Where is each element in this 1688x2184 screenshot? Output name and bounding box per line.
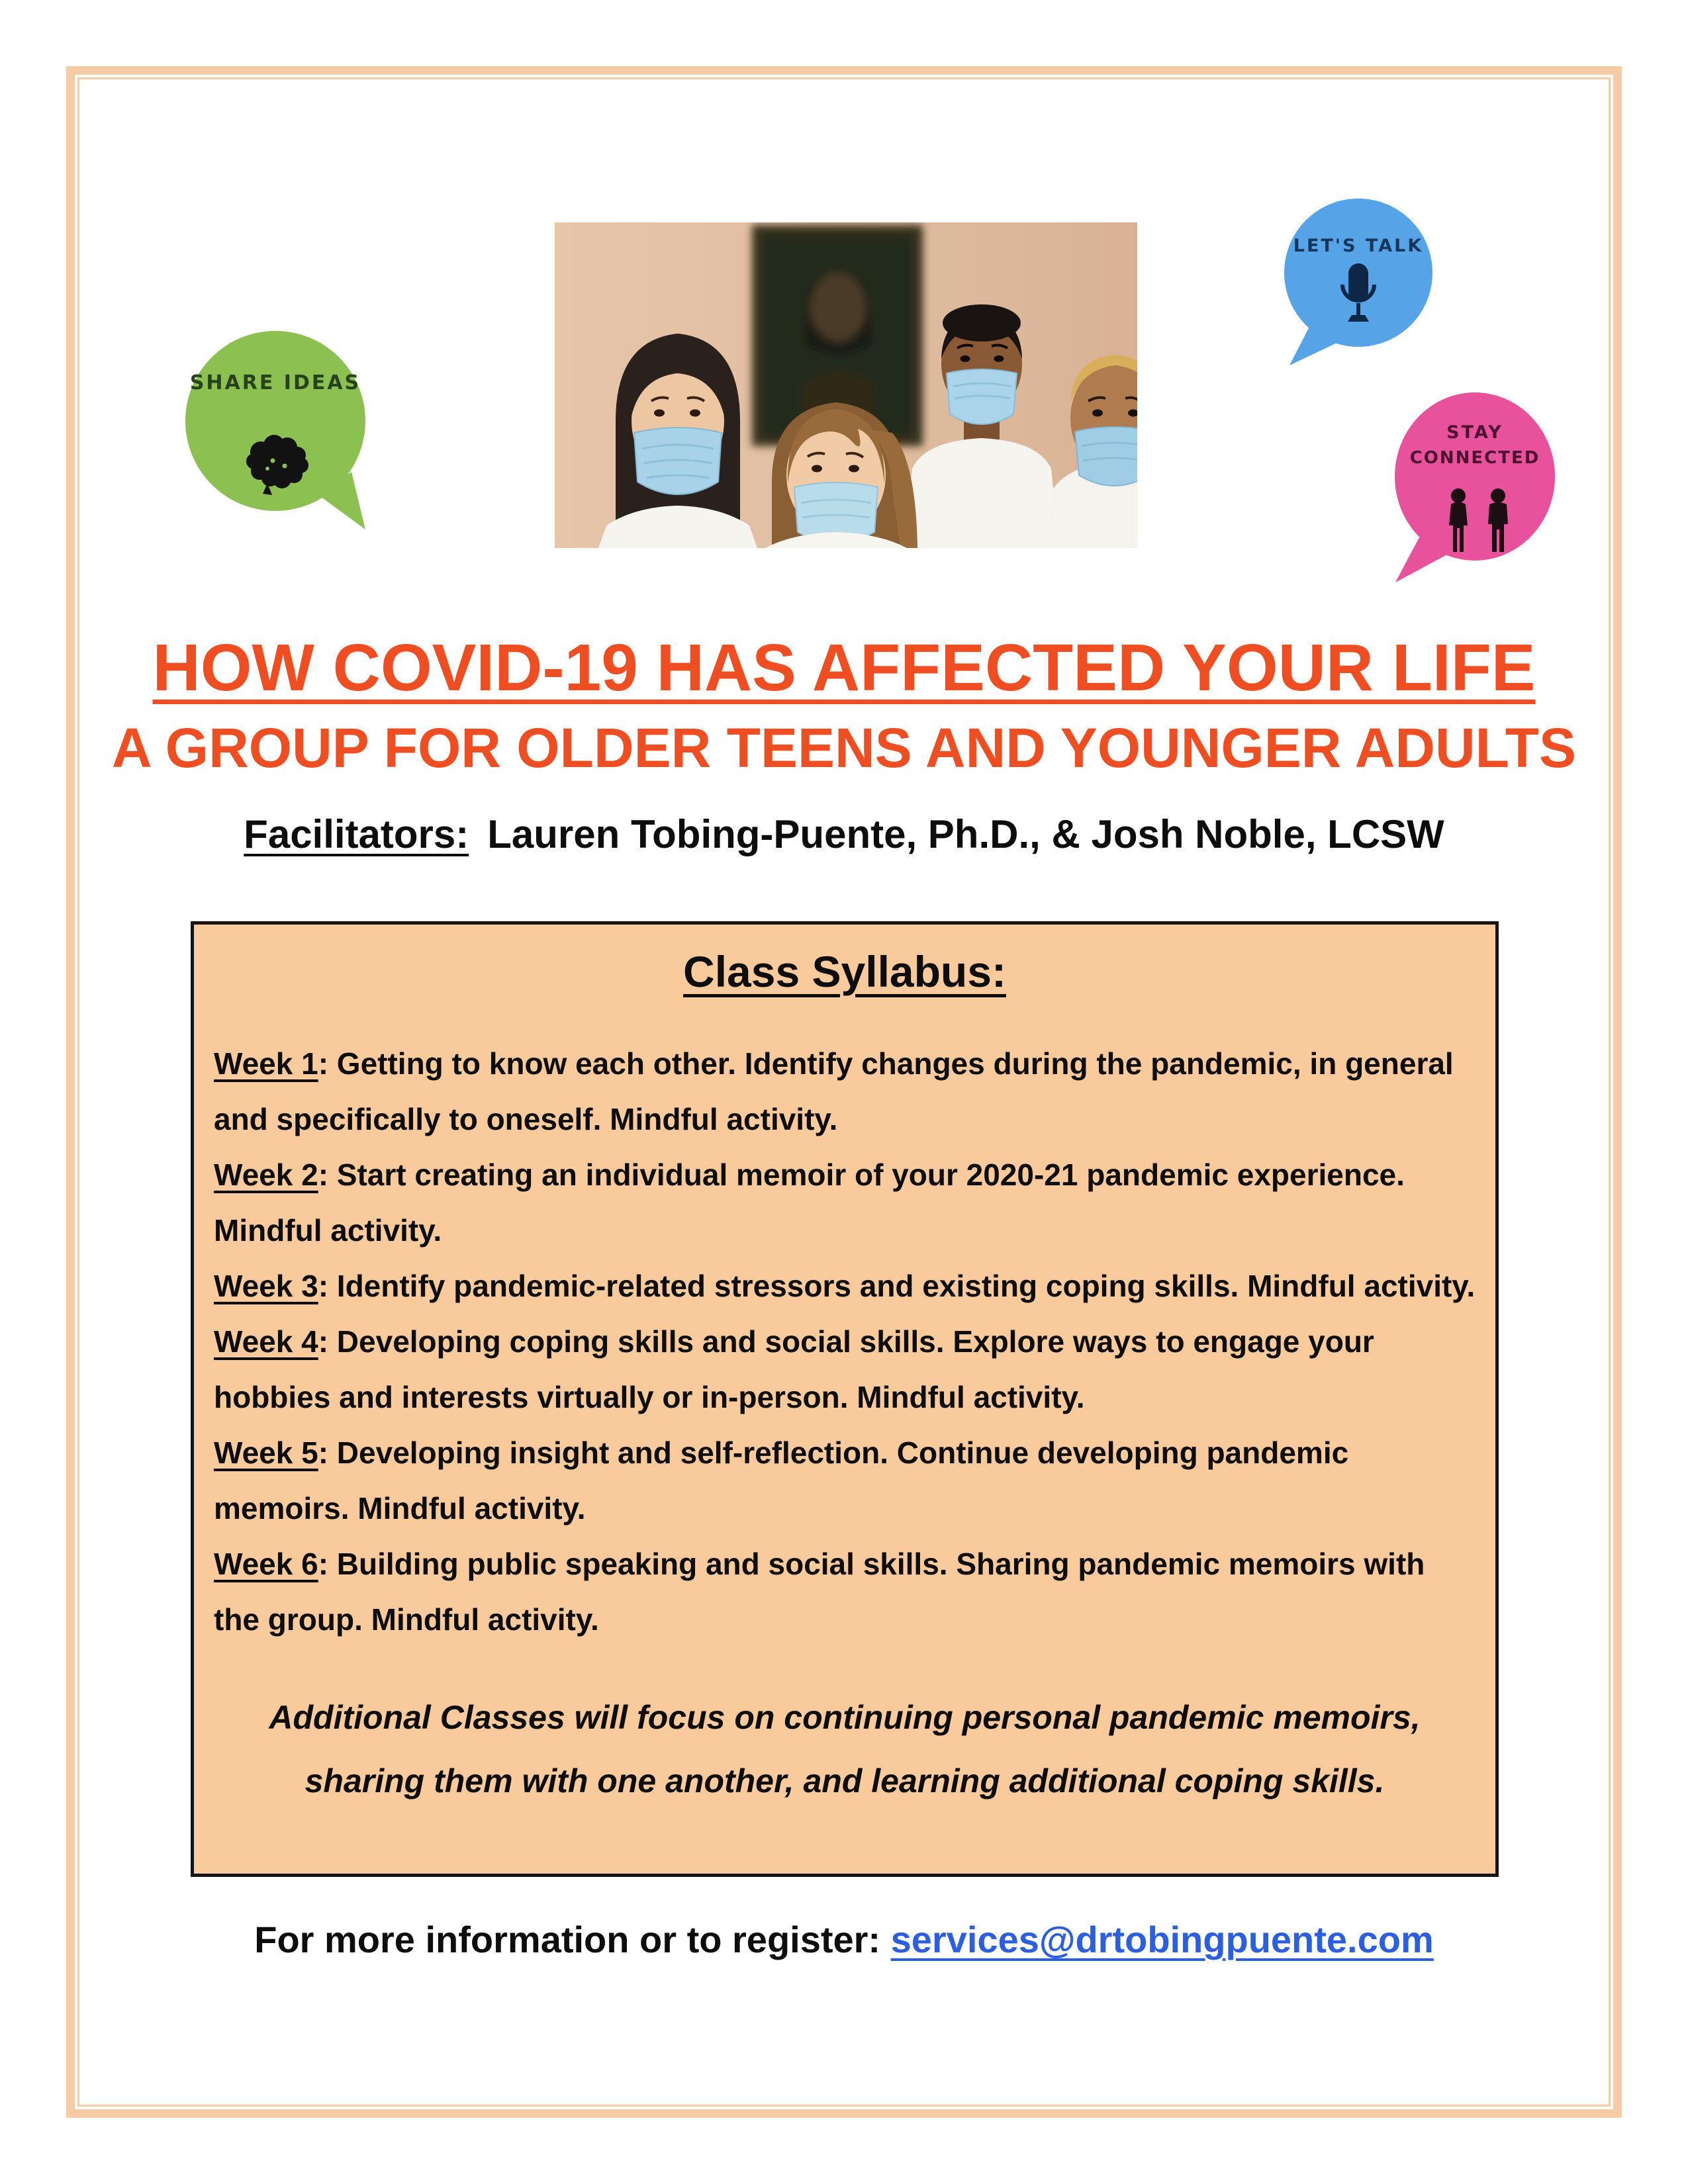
week-6-item: Week 6: Building public speaking and social skills. Sharing pandemic memoirs with the group. Mindful activity. xyxy=(214,1546,1425,1637)
footer-line xyxy=(0,1918,1688,1961)
week-1-item: Week 1: Getting to know each other. Identify changes during the pandemic, in general and specifically to oneself. Mindful activity. xyxy=(214,1046,1454,1136)
group-masked-photo xyxy=(555,222,1137,548)
week-5-item: Week 5: Developing insight and self-reflection. Continue developing pandemic memoirs. Mindful activity. xyxy=(214,1435,1349,1525)
syllabus-weeks xyxy=(214,1036,1476,1647)
week-2-item: Week 2: Start creating an individual memoir of your 2020-21 pandemic experience. Mindful activity. xyxy=(214,1157,1405,1248)
page-title: HOW COVID-19 HAS AFFECTED YOUR LIFE xyxy=(152,631,1536,705)
syllabus-heading: Class Syllabus: xyxy=(683,947,1006,996)
stay-connected-label-line1: STAY xyxy=(1446,422,1503,443)
week-3-item: Week 3: Identify pandemic-related stressors and existing coping skills. Mindful activity. xyxy=(214,1268,1476,1303)
page-subtitle: A GROUP FOR OLDER TEENS AND YOUNGER ADULTS xyxy=(111,717,1577,779)
lets-talk-bubble xyxy=(1282,197,1435,373)
facilitators-label: Facilitators: xyxy=(244,812,469,856)
register-email-link[interactable]: services@drtobingpuente.com xyxy=(890,1919,1434,1960)
share-ideas-bubble xyxy=(183,330,375,536)
additional-classes-note: Additional Classes will focus on continuing personal pandemic memoirs, sharing them with one another, and learning additional coping skills. xyxy=(269,1698,1421,1799)
footer-prompt: For more information or to register: xyxy=(254,1919,891,1960)
facilitators-names: Lauren Tobing-Puente, Ph.D., & Josh Noble, LCSW xyxy=(487,812,1444,856)
week-4-item: Week 4: Developing coping skills and social skills. Explore ways to engage your hobbies and interests virtually or in-person. Mindful activity. xyxy=(214,1324,1374,1414)
lets-talk-label: LET'S TALK xyxy=(1293,236,1424,256)
stay-connected-bubble xyxy=(1389,389,1560,588)
class-syllabus-box xyxy=(191,921,1499,1877)
facilitators-line xyxy=(0,811,1688,857)
stay-connected-label-line2: CONNECTED xyxy=(1409,448,1540,468)
share-ideas-label: SHARE IDEAS xyxy=(189,371,361,394)
